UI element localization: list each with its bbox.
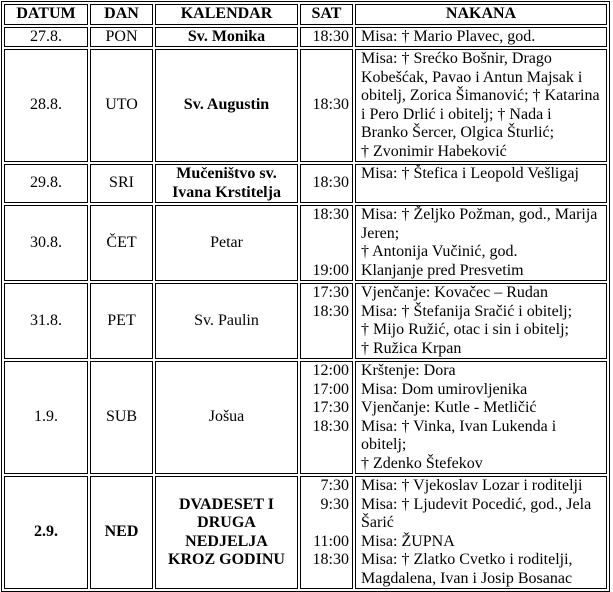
- sat-time: [305, 243, 349, 262]
- nakana-line: Misa: † Štefanija Sračić i obitelj;: [361, 302, 573, 320]
- nakana-line: † Ružica Krpan: [361, 339, 462, 357]
- kalendar-line: Ivana Krstitelja: [172, 183, 281, 201]
- sat-cell: [300, 361, 353, 474]
- sat-time: 7:30: [320, 477, 349, 494]
- nakana-line: Šarić: [361, 514, 394, 531]
- kalendar-line: DVADESET I: [178, 495, 274, 513]
- kalendar-line: Mučeništvo sv.: [176, 165, 277, 182]
- kalendar-line: DRUGA: [197, 514, 256, 531]
- kalendar-line: Sv. Monika: [187, 27, 266, 45]
- kalendar-cell: [155, 49, 298, 162]
- nakana-cell: [355, 205, 607, 281]
- nakana-line: Misa: † Zlatko Cvetko i roditelji,: [361, 551, 573, 568]
- nakana-line: obitelj;: [361, 436, 407, 453]
- nakana-line: Misa: ŽUPNA: [361, 532, 455, 550]
- table-row: [4, 27, 607, 48]
- kalendar-cell: [155, 476, 298, 589]
- sat-time: 18:30: [312, 174, 349, 192]
- nakana-line: Misa: † Vjekoslav Lozar i roditelji: [361, 477, 583, 494]
- dan-cell: ČET: [90, 205, 153, 281]
- sat-time: 18:30: [312, 302, 349, 320]
- sat-time: [305, 225, 349, 244]
- header-row: [4, 4, 607, 25]
- kalendar-cell: [155, 205, 298, 281]
- nakana-line: Krštenje: Dora: [361, 362, 456, 379]
- nakana-line: Jeren;: [361, 224, 400, 242]
- nakana-line: † Zdenko Štefekov: [361, 454, 483, 472]
- nakana-cell: [355, 283, 607, 359]
- sat-time: 17:30: [312, 284, 349, 301]
- header-datum: DATUM: [4, 4, 88, 25]
- nakana-line: obitelj, Zorica Šimanović; † Katarina: [361, 87, 600, 104]
- nakana-line: Misa: † Vinka, Ivan Lukenda i: [361, 417, 557, 435]
- nakana-line: † Zvonimir Habeković: [361, 142, 507, 160]
- nakana-line: † Antonija Vučinić, god.: [361, 243, 518, 260]
- nakana-line: Vjenčanje: Kovačec – Rudan: [361, 284, 549, 301]
- header-nakana: NAKANA: [355, 4, 607, 25]
- sat-cell: [300, 49, 353, 162]
- nakana-line: Misa: † Željko Požman, god., Marija: [361, 206, 598, 223]
- sat-cell: [300, 164, 353, 203]
- nakana-line: Magdalena, Ivan i Josip Bosanac: [361, 569, 573, 587]
- nakana-line: Vjenčanje: Kutle - Metličić: [361, 399, 537, 416]
- table-row: [4, 283, 607, 359]
- sat-cell: [300, 205, 353, 281]
- nakana-cell: [355, 49, 607, 162]
- kalendar-line: Petar: [210, 233, 243, 251]
- table-row: [4, 205, 607, 281]
- sat-cell: [300, 283, 353, 359]
- sat-time: 19:00: [312, 261, 349, 279]
- sat-time: 18:30: [312, 417, 349, 435]
- dan-cell: UTO: [90, 49, 153, 162]
- sat-time: 9:30: [320, 495, 349, 513]
- datum-cell: 31.8.: [4, 283, 88, 359]
- datum-cell: 29.8.: [4, 164, 88, 203]
- nakana-line: Misa: Dom umirovljenika: [361, 380, 528, 398]
- sat-time: [305, 514, 349, 533]
- nakana-line: i Pero Drlić i obitelj; † Nada i: [361, 105, 552, 123]
- kalendar-line: KROZ GODINU: [168, 551, 285, 568]
- dan-cell: NED: [90, 476, 153, 589]
- kalendar-line: NEDJELJA: [185, 532, 268, 550]
- sat-cell: [300, 27, 353, 48]
- kalendar-cell: [155, 283, 298, 359]
- kalendar-cell: [155, 164, 298, 203]
- nakana-line: Misa: † Srećko Bošnir, Drago: [361, 50, 552, 67]
- dan-cell: SUB: [90, 361, 153, 474]
- table-row: [4, 476, 607, 589]
- datum-cell: 30.8.: [4, 205, 88, 281]
- sat-time: 18:30: [312, 551, 349, 568]
- nakana-cell: [355, 27, 607, 48]
- header-kalendar: KALENDAR: [155, 4, 298, 25]
- nakana-line: † Mijo Ružić, otac i sin i obitelj;: [361, 321, 569, 338]
- datum-cell: 27.8.: [4, 27, 88, 48]
- datum-cell: 1.9.: [4, 361, 88, 474]
- kalendar-line: Sv. Paulin: [194, 311, 259, 329]
- sat-time: 18:30: [312, 96, 349, 114]
- table-row: [4, 361, 607, 474]
- datum-cell: 28.8.: [4, 49, 88, 162]
- nakana-line: Misa: † Ljudevit Pocedić, god., Jela: [361, 495, 592, 513]
- sat-time: 18:30: [312, 206, 349, 223]
- kalendar-line: Jošua: [208, 408, 245, 426]
- nakana-line: Misa: † Mario Plavec, god.: [361, 27, 536, 45]
- header-sat: SAT: [300, 4, 353, 25]
- nakana-line: Klanjanje pred Presvetim: [361, 261, 524, 279]
- sat-time: 17:00: [312, 380, 349, 398]
- header-dan: DAN: [90, 4, 153, 25]
- table-row: [4, 164, 607, 203]
- sat-cell: [300, 476, 353, 589]
- nakana-line: Branko Šercer, Olgica Šturlić;: [361, 124, 555, 141]
- sat-time: 11:00: [313, 532, 349, 550]
- sat-time: 17:30: [312, 399, 349, 416]
- dan-cell: PON: [90, 27, 153, 48]
- nakana-line: Misa: † Štefica i Leopold Vešligaj: [361, 165, 579, 182]
- nakana-line: Kobešćak, Pavao i Antun Majsak i: [361, 68, 583, 86]
- dan-cell: SRI: [90, 164, 153, 203]
- kalendar-line: Sv. Augustin: [183, 96, 270, 114]
- nakana-cell: [355, 164, 607, 203]
- kalendar-cell: [155, 27, 298, 48]
- sat-time: 18:30: [312, 27, 349, 45]
- dan-cell: PET: [90, 283, 153, 359]
- nakana-cell: [355, 476, 607, 589]
- datum-cell: 2.9.: [4, 476, 88, 589]
- mass-schedule-table: [1, 1, 610, 592]
- sat-time: 12:00: [312, 362, 349, 379]
- kalendar-cell: [155, 361, 298, 474]
- table-row: [4, 49, 607, 162]
- nakana-cell: [355, 361, 607, 474]
